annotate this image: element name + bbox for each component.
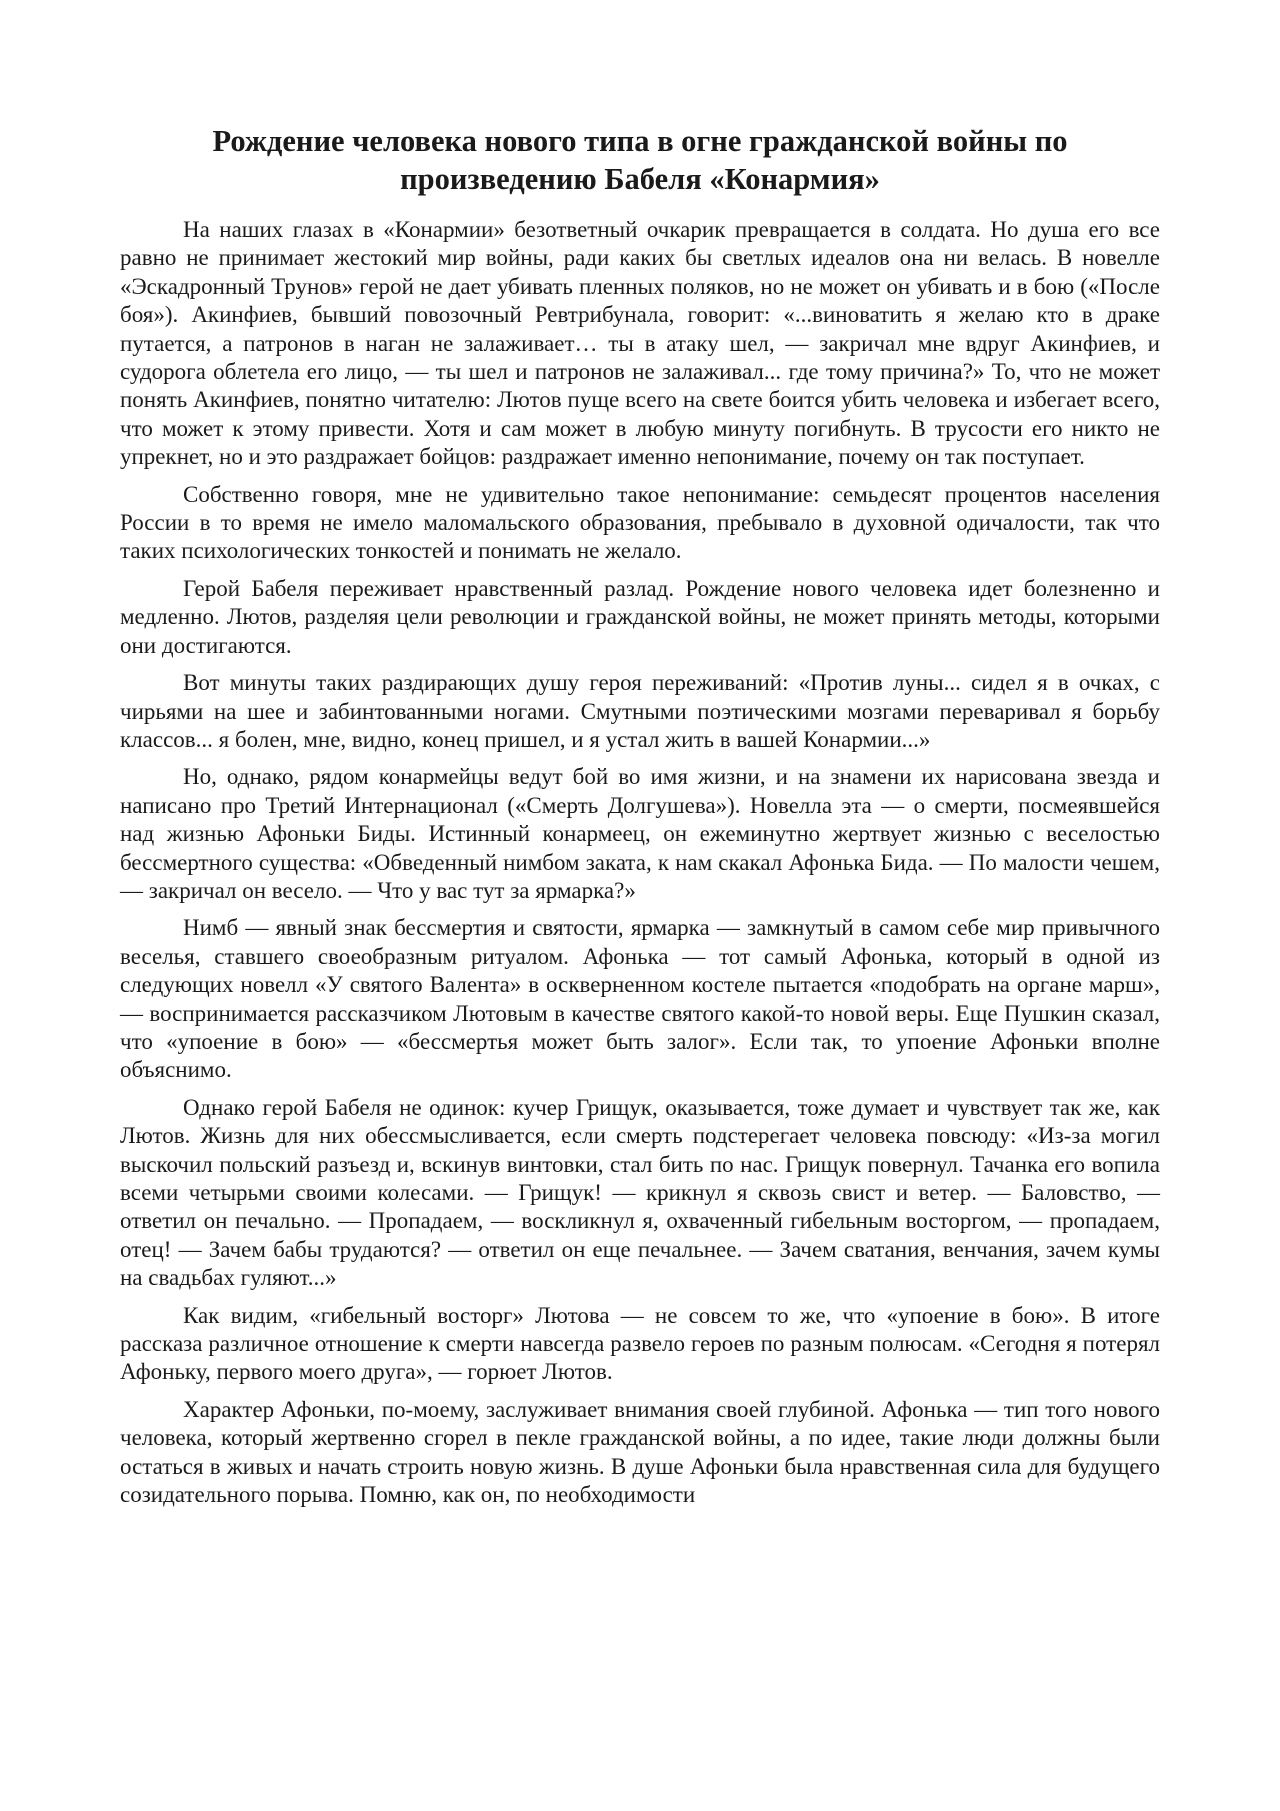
- paragraph: Как видим, «гибельный восторг» Лютова — не совсем то же, что «упоение в бою». В итоге рассказа различное отношение к смерти навсегда развело героев по разным полюсам. «Сегодня я потерял Афоньку, первого моего друга», — горюет Лютов.: [120, 1302, 1160, 1385]
- paragraph: Герой Бабеля переживает нравственный разлад. Рождение нового человека идет болезненно и медленно. Лютов, разделяя цели революции и гражданской войны, не может принять методы, которыми они достигаются.: [120, 575, 1160, 658]
- paragraph: Собственно говоря, мне не удивительно такое непонимание: семьдесят процентов населения России в то время не имело маломальского образования, пребывало в духовной одичалости, так что таких психологических тонкостей и понимать не желало.: [120, 481, 1160, 564]
- paragraph: Но, однако, рядом конармейцы ведут бой во имя жизни, и на знамени их нарисована звезда и написано про Третий Интернационал («Смерть Долгушева»). Новелла эта — о смерти, посмеявшейся над жизнью Афоньки Биды. Истинный конармеец, он ежеминутно жертвует жизнью с веселостью бессмертного существа: «Обведенный нимбом заката, к нам скакал Афонька Бида. — По малости чешем, — закричал он весело. — Что у вас тут за ярмарка?»: [120, 764, 1160, 903]
- document-title: [120, 122, 1160, 198]
- paragraph: Нимб — явный знак бессмертия и святости, ярмарка — замкнутый в самом себе мир привычного веселья, ставшего своеобразным ритуалом. Афонька — тот самый Афонька, который в одной из следующих новелл «У святого Валента» в оскверненном костеле пытается «подобрать на органе марш», — воспринимается рассказчиком Лютовым в качестве святого какой-то новой веры. Еще Пушкин сказал, что «упоение в бою» — «бессмертья может быть залог». Если так, то упоение Афоньки вполне объяснимо.: [120, 915, 1160, 1083]
- document-body: [120, 122, 1160, 1518]
- paragraph: Однако герой Бабеля не одинок: кучер Грищук, оказывается, тоже думает и чувствует так же, как Лютов. Жизнь для них обессмысливается, если смерть подстерегает человека повсюду: «Из-за могил выскочил польский разъезд и, вскинув винтовки, стал бить по нас. Грищук повернул. Тачанка его вопила всеми четырьми своими колесами. — Грищук! — крикнул я сквозь свист и ветер. — Баловство, — ответил он печально. — Пропадаем, — воскликнул я, охваченный гибельным восторгом, — пропадаем, отец! — Зачем бабы трудаются? — ответил он еще печальнее. — Зачем сватания, венчания, зачем кумы на свадьбах гуляют...»: [120, 1094, 1160, 1291]
- paragraph: Вот минуты таких раздирающих душу героя переживаний: «Против луны... сидел я в очках, с чирьями на шее и забинтованными ногами. Смутными поэтическими мозгами переваривал я борьбу классов... я болен, мне, видно, конец пришел, и я устал жить в вашей Конармии...»: [120, 670, 1160, 752]
- paragraph: На наших глазах в «Конармии» безответный очкарик превращается в солдата. Но душа его все равно не принимает жестокий мир войны, ради каких бы светлых идеалов она ни велась. В новелле «Эскадронный Трунов» герой не дает убивать пленных поляков, но не может он убивать и в бою («После боя»). Акинфиев, бывший повозочный Ревтрибунала, говорит: «...виноватить я желаю кто в драке путается, а патронов в наган не залаживает… ты в атаку шел, — закричал мне вдруг Акинфиев, и судорога облетела его лицо, — ты шел и патронов не залаживал... где тому причина?» То, что не может понять Акинфиев, понятно читателю: Лютов пуще всего на свете боится убить человека и избегает всего, что может к этому привести. Хотя и сам может в любую минуту погибнуть. В трусости его никто не упрекнет, но и это раздражает бойцов: раздражает именно непонимание, почему он так поступает.: [120, 217, 1160, 470]
- paragraph: Характер Афоньки, по-моему, заслуживает внимания своей глубиной. Афонька — тип того нового человека, который жертвенно сгорел в пекле гражданской войны, а по идее, такие люди должны были остаться в живых и начать строить новую жизнь. В душе Афоньки была нравственная сила для будущего созидательного порыва. Помню, как он, по необходимости: [120, 1396, 1160, 1508]
- title-line: произведению Бабеля «Конармия»: [400, 162, 880, 196]
- title-line: Рождение человека нового типа в огне гражданской войны по: [212, 124, 1068, 158]
